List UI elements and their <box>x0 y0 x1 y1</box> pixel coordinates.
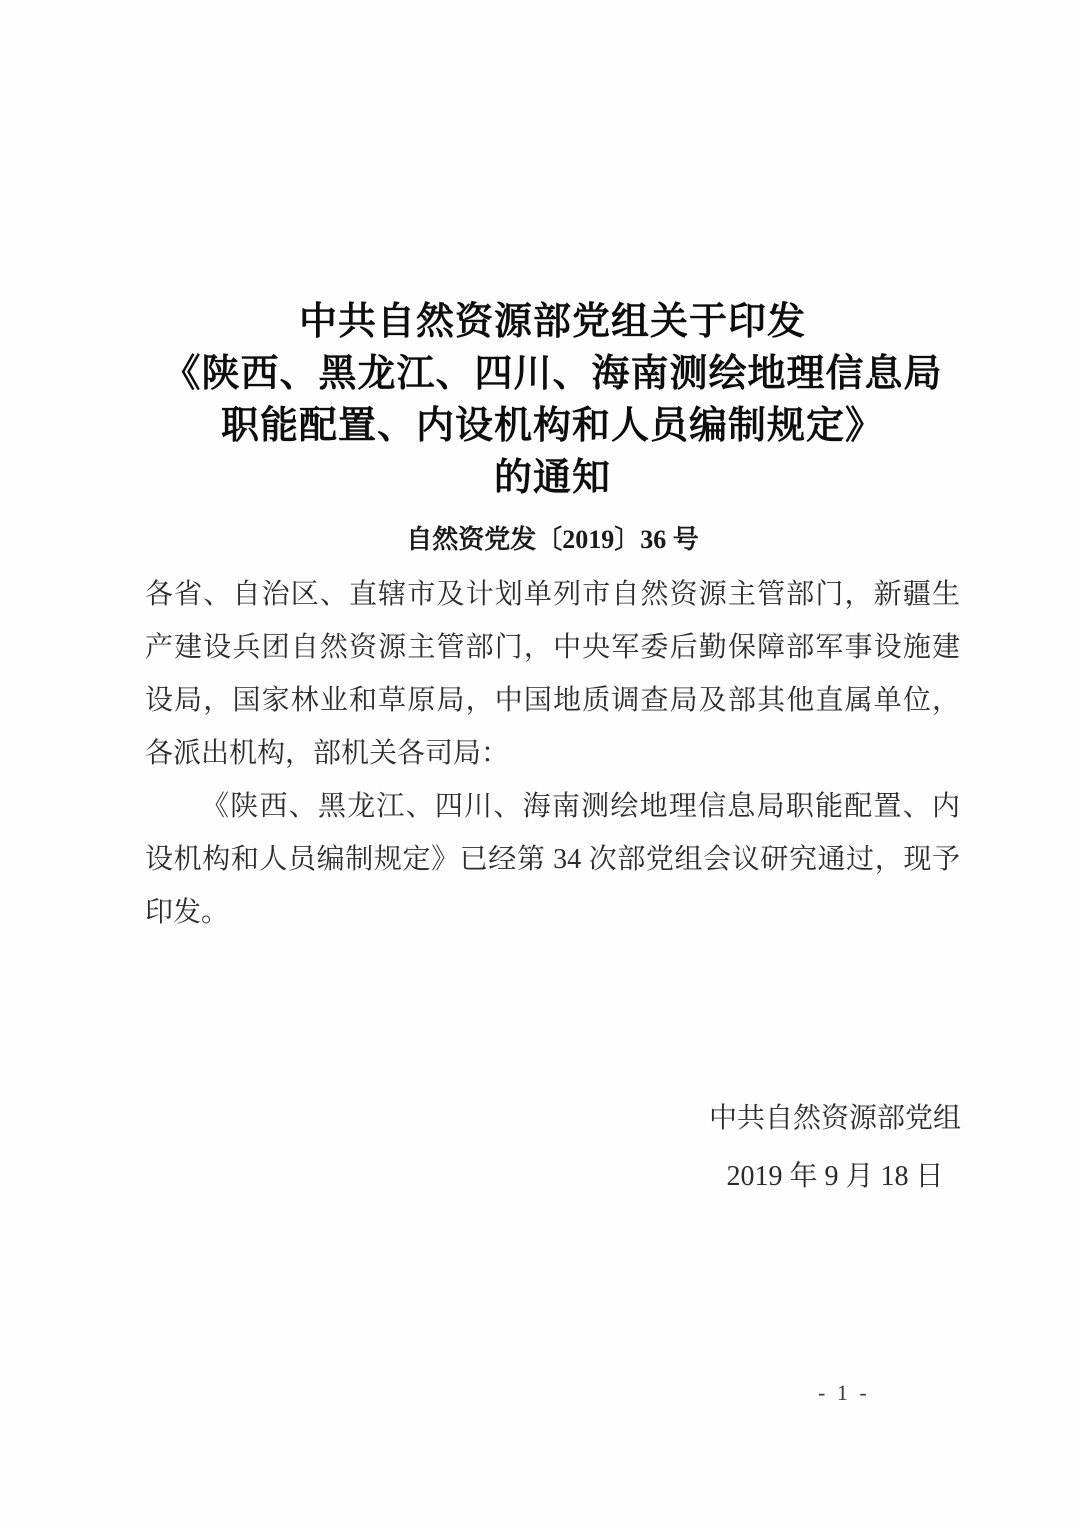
title-line-3: 职能配置、内设机构和人员编制规定》 <box>220 405 884 447</box>
signature-organization: 中共自然资源部党组 <box>708 1103 961 1134</box>
addressee-line: 各省、自治区、直辖市及计划单列市自然资源主管部门，新疆生 <box>145 579 960 610</box>
title-line-2: 《陕西、黑龙江、四川、海南测绘地理信息局 <box>162 353 943 395</box>
document-title <box>145 0 960 504</box>
addressee-line: 设局，国家林业和草原局，中国地质调查局及部其他直属单位， <box>145 685 960 716</box>
page-number: - 1 - <box>818 1380 870 1405</box>
body-paragraph-line: 设机构和人员编制规定》已经第 34 次部党组会议研究通过，现予 <box>145 844 960 875</box>
body-paragraph-line: 印发。 <box>145 897 230 928</box>
document-body <box>145 568 960 939</box>
addressee-line: 各派出机构，部机关各司局： <box>145 738 510 769</box>
signature-block <box>595 1099 1075 1197</box>
document-number: 自然资党发〔2019〕36 号 <box>406 525 699 554</box>
addressee-line: 产建设兵团自然资源主管部门，中央军委后勤保障部军事设施建 <box>145 632 960 663</box>
signature-date: 2019 年 9 月 18 日 <box>726 1161 944 1192</box>
title-line-1: 中共自然资源部党组关于印发 <box>298 301 806 343</box>
body-paragraph-line: 《陕西、黑龙江、四川、海南测绘地理信息局职能配置、内 <box>201 791 960 822</box>
title-line-4: 的通知 <box>493 457 611 499</box>
